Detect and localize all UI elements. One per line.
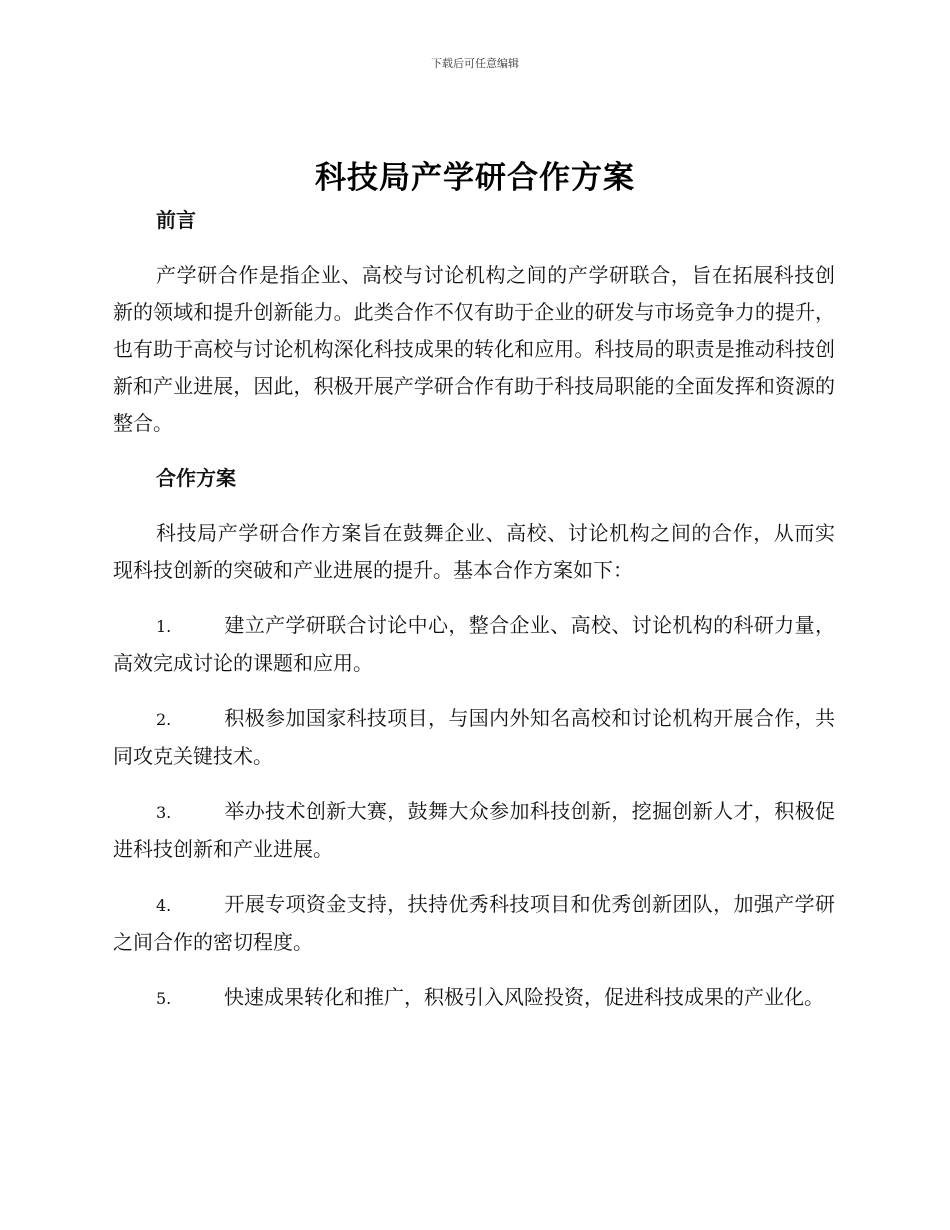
list-item-number: 1. [156, 617, 172, 636]
list-item-text: 快速成果转化和推广，积极引入风险投资，促进科技成果的产业化。 [224, 985, 824, 1009]
list-item [113, 979, 835, 1017]
section-heading-plan: 合作方案 [156, 466, 236, 490]
plan-paragraph: 科技局产学研合作方案旨在鼓舞企业、高校、讨论机构之间的合作，从而实现科技创新的突破和产业进展的提升。基本合作方案如下： [113, 521, 835, 582]
list-item-text: 积极参加国家科技项目，与国内外知名高校和讨论机构开展合作，共同攻克关键技术。 [113, 706, 835, 768]
document-body [113, 202, 835, 1035]
header-note: 下载后可任意编辑 [431, 57, 519, 70]
list-item-number: 5. [156, 989, 172, 1008]
list-item [113, 700, 835, 775]
list-item [113, 886, 835, 961]
preface-paragraph: 产学研合作是指企业、高校与讨论机构之间的产学研联合，旨在拓展科技创新的领域和提升创新能力。此类合作不仅有助于企业的研发与市场竞争力的提升，也有助于高校与讨论机构深化科技成果的转化和应用。科技局的职责是推动科技创新和产业进展，因此，积极开展产学研合作有助于科技局职能的全面发挥和资源的整合。 [113, 263, 835, 435]
list-item-text: 举办技术创新大赛，鼓舞大众参加科技创新，挖掘创新人才，积极促进科技创新和产业进展。 [113, 799, 835, 861]
list-item-text: 建立产学研联合讨论中心，整合企业、高校、讨论机构的科研力量，高效完成讨论的课题和应用。 [113, 613, 835, 675]
page-title: 科技局产学研合作方案 [315, 160, 635, 196]
list-item [113, 793, 835, 868]
list-item-number: 4. [156, 896, 172, 915]
list-item-text: 开展专项资金支持，扶持优秀科技项目和优秀创新团队，加强产学研之间合作的密切程度。 [113, 892, 835, 954]
list-item [113, 607, 835, 682]
list-item-number: 3. [156, 803, 172, 822]
list-item-number: 2. [156, 710, 172, 729]
section-heading-preface: 前言 [156, 208, 196, 232]
